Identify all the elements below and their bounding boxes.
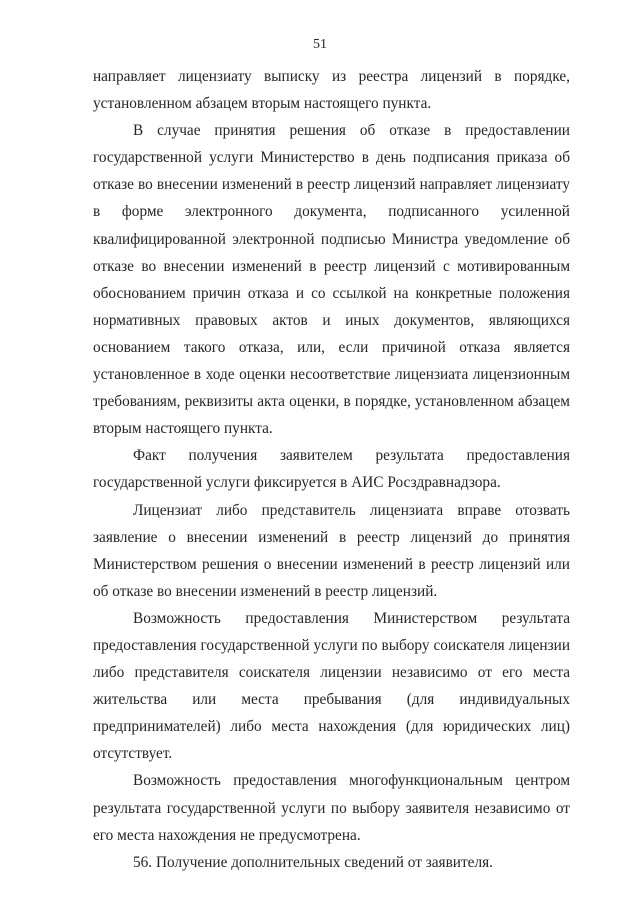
paragraph-withdrawal: Лицензиат либо представитель лицензиата вправе отозвать заявление о внесении изменений в реестр лицензий до принятия Министерством решения о внесении изменений в реестр лицензий или об отказе во внесении изменений в реестр лицензий. bbox=[93, 501, 570, 600]
paragraph-continuation: направляет лицензиату выписку из реестра лицензий в порядке, установленном абзацем вторым настоящего пункта. bbox=[93, 68, 570, 113]
paragraph-result-recording: Факт получения заявителем результата предоставления государственной услуги фиксируется в АИС Росздравнадзора. bbox=[93, 447, 570, 492]
paragraph-section-56: 56. Получение дополнительных сведений от заявителя. bbox=[133, 853, 493, 871]
paragraph-mfc-delivery: Возможность предоставления многофункциональным центром результата государственной услуги по выбору заявителя независимо от его места нахождения не предусмотрена. bbox=[93, 772, 570, 844]
paragraph-ministry-delivery: Возможность предоставления Министерством результата предоставления государственной услуги по выбору соискателя лицензии либо представителя соискателя лицензии независимо от его места жительства или места пребывания (для индивидуальных предпринимателей) либо места нахождения (для юридических лиц) отсутствует. bbox=[93, 609, 570, 763]
document-body bbox=[93, 63, 570, 876]
page-number: 51 bbox=[313, 37, 327, 52]
paragraph-refusal-notice: В случае принятия решения об отказе в предоставлении государственной услуги Министерство в день подписания приказа об отказе во внесении изменений в реестр лицензий направляет лицензиату в форме электронного документа, подписанного усиленной квалифицированной электронной подписью Министра уведомление об отказе во внесении изменений в реестр лицензий с мотивированным обоснованием причин отказа и со ссылкой на конкретные положения нормативных правовых актов и иных документов, являющихся основанием такого отказа, или, если причиной отказа является установленное в ходе оценки несоответствие лицензиата лицензионным требованиям, реквизиты акта оценки, в порядке, установленном абзацем вторым настоящего пункта. bbox=[93, 122, 570, 438]
